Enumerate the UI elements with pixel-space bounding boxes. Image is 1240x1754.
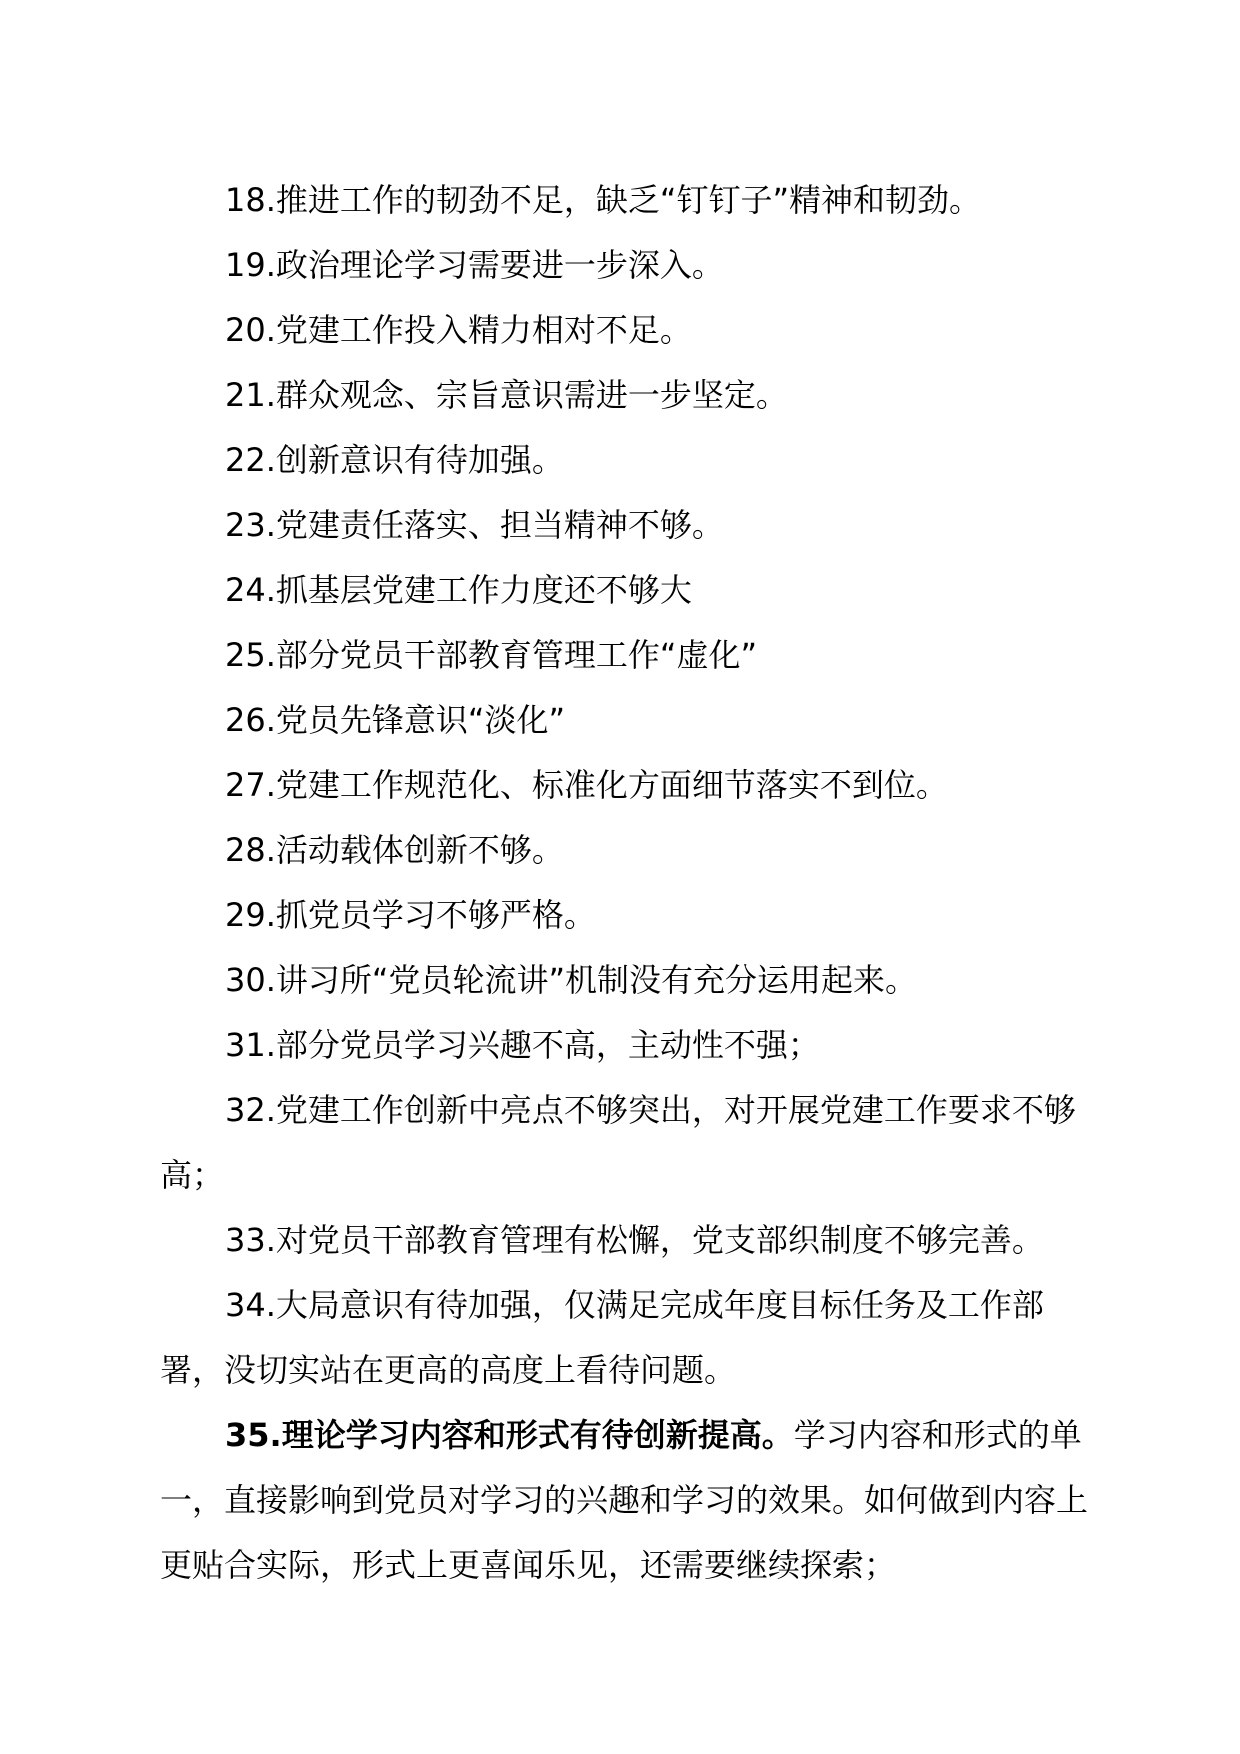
list-item-29: 29.抓党员学习不够严格。: [225, 896, 596, 934]
list-item-31: 31.部分党员学习兴趣不高，主动性不强；: [225, 1026, 820, 1064]
list-item-32: 32.党建工作创新中亮点不够突出，对开展党建工作要求不够高；: [160, 1091, 1076, 1194]
list-item-18: 18.推进工作的韧劲不足，缺乏“钉钉子”精神和韧劲。: [225, 181, 982, 219]
list-item-27: 27.党建工作规范化、标准化方面细节落实不到位。: [225, 766, 948, 804]
list-item-26: 26.党员先锋意识“淡化”: [225, 701, 566, 739]
list-item-24: 24.抓基层党建工作力度还不够大: [225, 571, 692, 609]
item-35-body: 学习内容和形式的单一，直接影响到党员对学习的兴趣和学习的效果。如何做到内容上更贴合实际，形式上更喜闻乐见，还需要继续探索；: [160, 1416, 1089, 1584]
list-item-35: [160, 1403, 1090, 1598]
list-item-19: 19.政治理论学习需要进一步深入。: [225, 246, 724, 284]
list-item-34: 34.大局意识有待加强，仅满足完成年度目标任务及工作部署，没切实站在更高的高度上看待问题。: [160, 1286, 1044, 1389]
list-item-20: 20.党建工作投入精力相对不足。: [225, 311, 692, 349]
list-item-25: 25.部分党员干部教育管理工作“虚化”: [225, 636, 758, 674]
list-item-33: 33.对党员干部教育管理有松懈，党支部织制度不够完善。: [225, 1221, 1044, 1259]
list-item-21: 21.群众观念、宗旨意识需进一步坚定。: [225, 376, 788, 414]
list-item-23: 23.党建责任落实、担当精神不够。: [225, 506, 724, 544]
list-item-22: 22.创新意识有待加强。: [225, 441, 564, 479]
document-body: [160, 168, 1090, 1598]
list-item-28: 28.活动载体创新不够。: [225, 831, 564, 869]
item-35-heading: 35.理论学习内容和形式有待创新提高。: [225, 1416, 794, 1454]
list-item-30: 30.讲习所“党员轮流讲”机制没有充分运用起来。: [225, 961, 918, 999]
